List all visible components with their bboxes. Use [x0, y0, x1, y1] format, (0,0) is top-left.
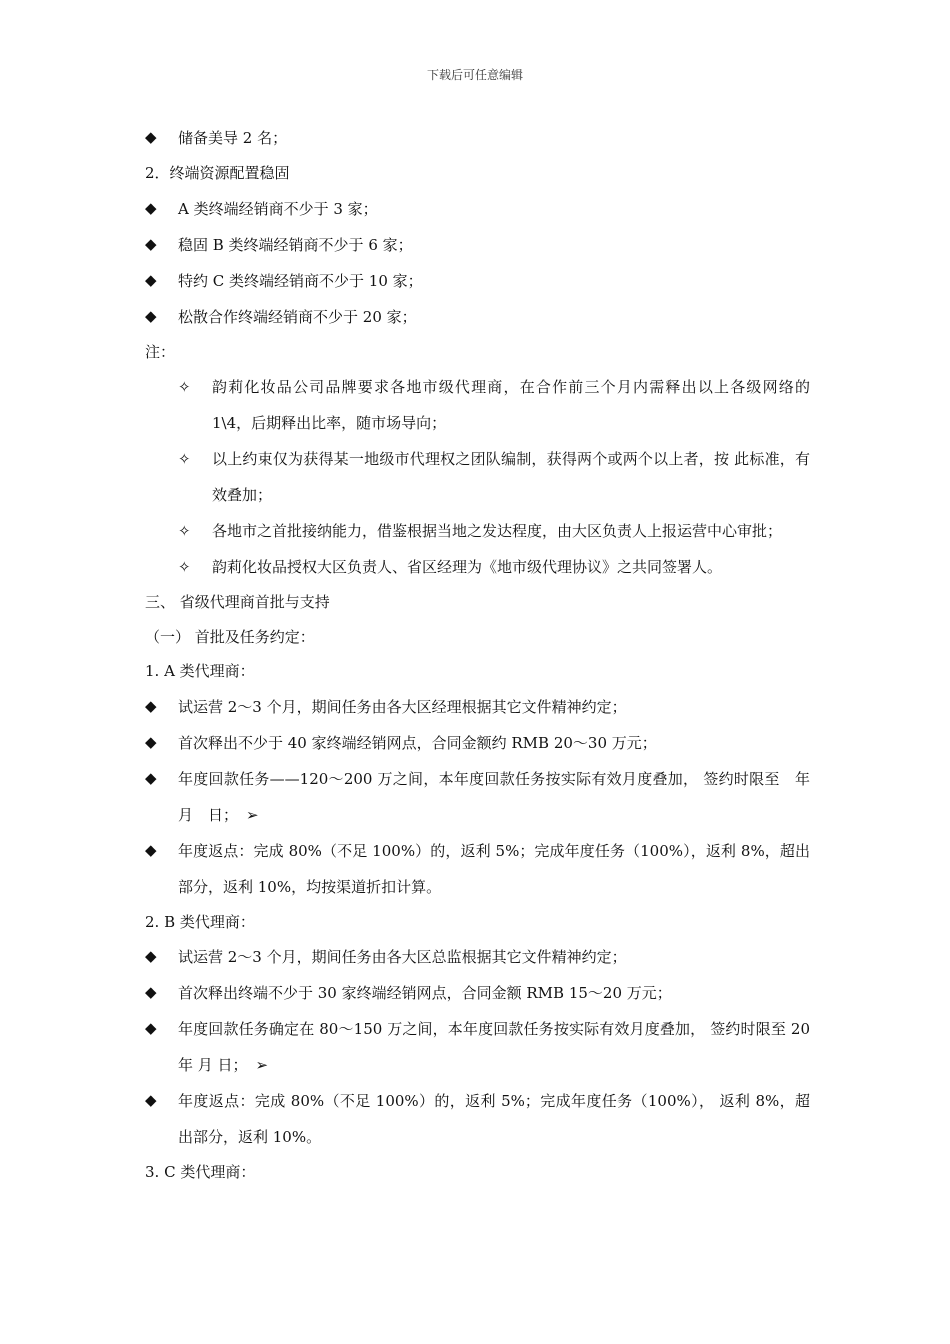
bullet-item [145, 939, 810, 975]
bullet-item [145, 120, 810, 156]
bullet-text: 试运营 2～3 个月，期间任务由各大区总监根据其它文件精神约定； [178, 948, 627, 966]
note-text: 韵莉化妆品授权大区负责人、省区经理为《地市级代理协议》之共同签署人。 [212, 558, 723, 576]
bullet-item [145, 1083, 810, 1155]
bullet-item [145, 263, 810, 299]
bullet-item [145, 761, 826, 833]
diamond-bullet-icon: ◆ [145, 234, 157, 253]
diamond-bullet-icon: ◆ [145, 840, 157, 859]
note-label: 注： [145, 342, 176, 361]
note-item [145, 513, 810, 549]
note-item [145, 549, 810, 585]
bullet-text: 试运营 2～3 个月，期间任务由各大区经理根据其它文件精神约定； [178, 697, 627, 716]
section-heading: 2．终端资源配置稳固 [145, 164, 290, 182]
bullet-item [145, 975, 810, 1011]
diamond-bullet-icon: ◆ [145, 696, 157, 715]
document-body [145, 120, 826, 1190]
note-item [145, 369, 810, 441]
diamond-bullet-icon: ◆ [145, 198, 157, 217]
diamond-bullet-icon: ◆ [145, 128, 157, 146]
bullet-item [145, 725, 810, 761]
diamond-bullet-icon: ◆ [145, 768, 157, 787]
bullet-item [145, 1011, 810, 1083]
bullet-text: 年度回款任务——120～200 万之间，本年度回款任务按实际有效月度叠加， 签约时限至 年 月 日； [178, 769, 826, 824]
item-heading: 3. C 类代理商： [145, 1163, 256, 1181]
bullet-item [145, 833, 810, 905]
bullet-item [145, 227, 810, 263]
subsection-heading: （一） 首批及任务约定： [145, 627, 315, 646]
bullet-item [145, 299, 810, 335]
bullet-text: A 类终端经销商不少于 3 家； [178, 199, 378, 218]
star-bullet-icon: ✧ [178, 450, 191, 468]
diamond-bullet-icon: ◆ [145, 983, 157, 1001]
bullet-text: 松散合作终端经销商不少于 20 家； [178, 307, 417, 326]
bullet-item [145, 191, 810, 227]
note-text: 各地市之首批接纳能力，借鉴根据当地之发达程度，由大区负责人上报运营中心审批； [212, 522, 783, 540]
note-text: 以上约束仅为获得某一地级市代理权之团队编制，获得两个或两个以上者，按 此标准，有效叠加； [212, 450, 810, 504]
diamond-bullet-icon: ◆ [145, 1019, 157, 1037]
section-heading: 三、 省级代理商首批与支持 [145, 593, 330, 611]
diamond-bullet-icon: ◆ [145, 1091, 157, 1109]
diamond-bullet-icon: ◆ [145, 306, 157, 325]
item-heading: 2. B 类代理商： [145, 912, 255, 931]
page-header: 下载后可任意编辑 [426, 68, 523, 82]
bullet-text: 特约 C 类终端经销商不少于 10 家； [178, 271, 423, 290]
bullet-text: 首次释出终端不少于 30 家终端经销网点，合同金额 RMB 15～20 万元； [178, 984, 672, 1002]
bullet-text: 首次释出不少于 40 家终端经销网点，合同金额约 RMB 20～30 万元； [178, 733, 657, 752]
note-item [145, 441, 810, 513]
bullet-text: 年度返点：完成 80%（不足 100%）的，返利 5%；完成年度任务（100%），返利 8%，超出部分，返利 10%，均按渠道折扣计算。 [178, 841, 810, 896]
note-text: 韵莉化妆品公司品牌要求各地市级代理商，在合作前三个月内需释出以上各级网络的 1\4，后期释出比率，随市场导向； [212, 378, 810, 432]
star-bullet-icon: ✧ [178, 378, 191, 396]
bullet-text: 稳固 B 类终端经销商不少于 6 家； [178, 235, 413, 254]
bullet-item [145, 689, 810, 725]
item-heading: 1. A 类代理商： [145, 662, 255, 680]
diamond-bullet-icon: ◆ [145, 947, 157, 965]
arrow-bullet-icon: ➢ [246, 805, 259, 824]
diamond-bullet-icon: ◆ [145, 270, 157, 289]
bullet-text: 储备美导 2 名； [178, 129, 288, 147]
star-bullet-icon: ✧ [178, 522, 191, 540]
bullet-text: 年度返点：完成 80%（不足 100%）的，返利 5%；完成年度任务（100%）， 返利 8%，超出部分，返利 10%。 [178, 1092, 810, 1146]
arrow-bullet-icon: ➢ [255, 1056, 269, 1074]
bullet-text: 年度回款任务确定在 80～150 万之间，本年度回款任务按实际有效月度叠加， 签约时限至 20 年 月 日； [178, 1020, 810, 1074]
diamond-bullet-icon: ◆ [145, 732, 157, 751]
star-bullet-icon: ✧ [178, 558, 191, 576]
